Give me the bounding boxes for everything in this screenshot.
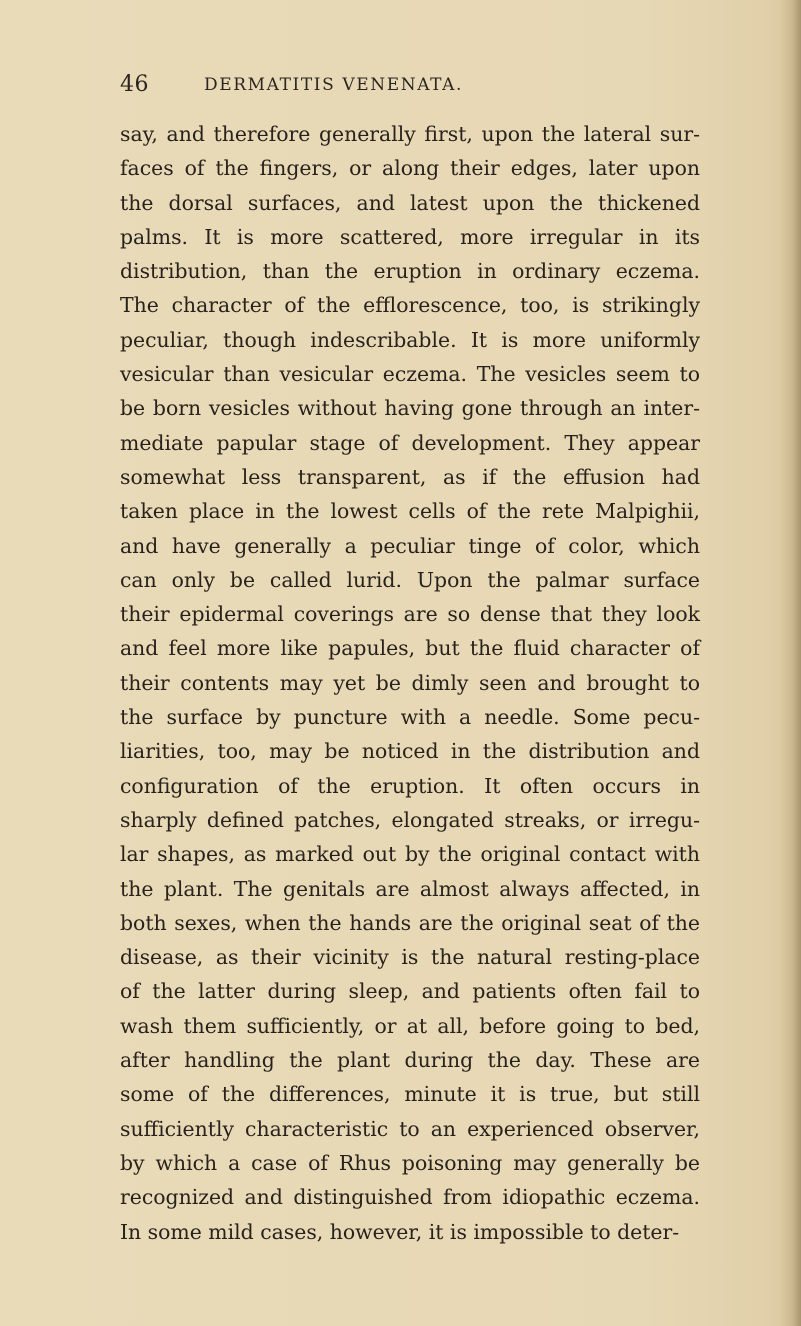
page-edge-shadow xyxy=(779,0,801,1326)
text-line: some of the differences, minute it is true, but still xyxy=(120,1082,700,1107)
page-header xyxy=(120,72,700,106)
text-line: after handling the plant during the day. These are xyxy=(120,1048,700,1073)
text-line: wash them sufficiently, or at all, before going to bed, xyxy=(120,1013,700,1038)
body-text xyxy=(120,117,700,1249)
text-line: In some mild cases, however, it is impossible to deter- xyxy=(120,1219,680,1244)
text-line: faces of the fingers, or along their edges, later upon xyxy=(120,156,700,181)
text-line: mediate papular stage of development. They appear xyxy=(120,430,700,455)
text-line: say, and therefore generally first, upon the lateral sur- xyxy=(120,122,700,146)
text-line: disease, as their vicinity is the natural resting-place xyxy=(120,945,700,970)
page-number: 46 xyxy=(120,72,149,97)
text-line: The character of the efflorescence, too, is strikingly xyxy=(120,293,700,318)
text-line: distribution, than the eruption in ordinary eczema. xyxy=(120,259,700,284)
text-line: both sexes, when the hands are the original seat of the xyxy=(120,910,700,935)
text-line: configuration of the eruption. It often occurs in xyxy=(120,773,700,798)
text-line: sufficiently characteristic to an experienced observer, xyxy=(120,1116,700,1141)
text-line: sharply defined patches, elongated streaks, or irregu- xyxy=(120,807,700,832)
text-line: the plant. The genitals are almost always affected, in xyxy=(120,876,700,901)
text-line: and feel more like papules, but the fluid character of xyxy=(120,636,700,661)
text-line: and have generally a peculiar tinge of color, which xyxy=(120,533,700,558)
text-line: palms. It is more scattered, more irregular in its xyxy=(120,224,700,249)
text-line: somewhat less transparent, as if the effusion had xyxy=(120,464,700,489)
text-line: be born vesicles without having gone through an inter- xyxy=(120,396,700,421)
text-line: the surface by puncture with a needle. Some pecu- xyxy=(120,705,700,730)
text-line: the dorsal surfaces, and latest upon the thickened xyxy=(120,190,700,215)
text-line: their epidermal coverings are so dense that they look xyxy=(120,602,700,627)
text-line: their contents may yet be dimly seen and brought to xyxy=(120,670,700,695)
text-line: can only be called lurid. Upon the palmar surface xyxy=(120,567,700,592)
text-line: recognized and distinguished from idiopathic eczema. xyxy=(120,1185,700,1210)
text-line: peculiar, though indescribable. It is more uniformly xyxy=(120,327,700,352)
text-line: taken place in the lowest cells of the rete Malpighii, xyxy=(120,499,700,524)
text-line: by which a case of Rhus poisoning may generally be xyxy=(120,1150,700,1175)
running-title: DERMATITIS VENENATA. xyxy=(204,75,464,95)
text-line: liarities, too, may be noticed in the distribution and xyxy=(120,739,700,764)
text-line: vesicular than vesicular eczema. The vesicles seem to xyxy=(120,362,700,387)
text-line: of the latter during sleep, and patients often fail to xyxy=(120,979,700,1004)
text-line: lar shapes, as marked out by the original contact with xyxy=(120,842,700,867)
